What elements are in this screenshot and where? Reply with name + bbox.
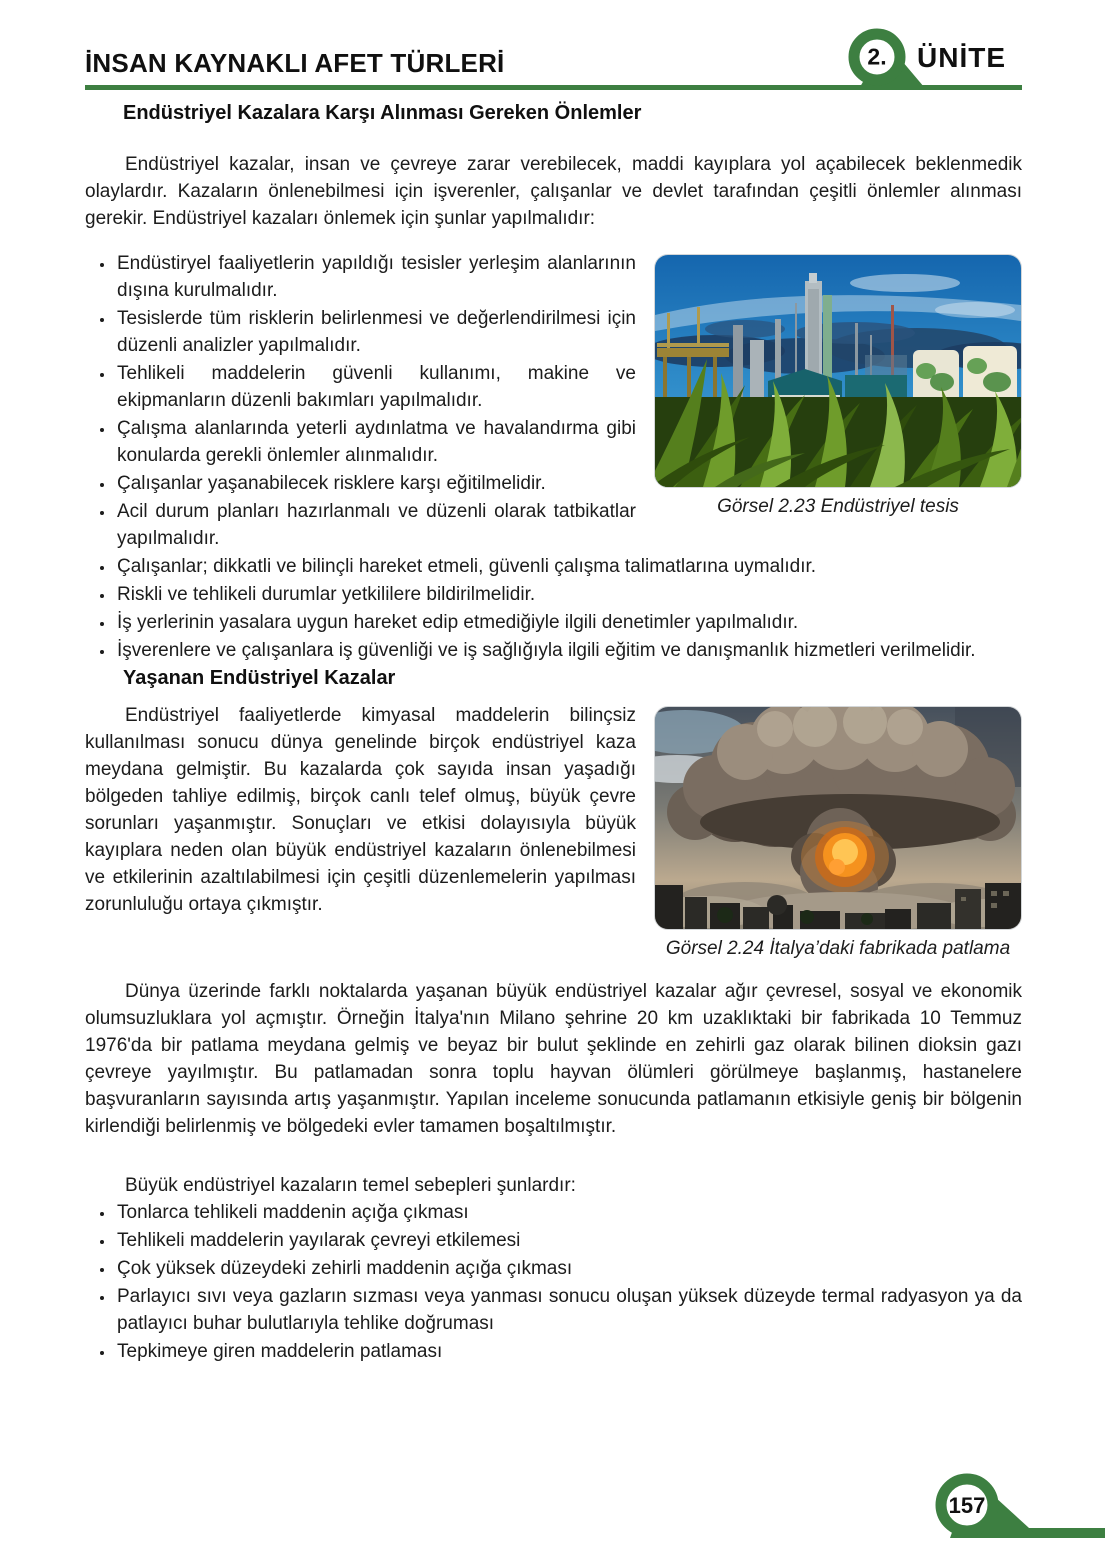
page-content [85,100,1022,1366]
list-item: • Çalışanlar; dikkatli ve bilinçli hareket etmeli, güvenli çalışma talimatlarına uymalıdır. [115,553,1022,580]
unit-number-badge: 2. [867,43,887,70]
list-item: • Çalışma alanlarında yeterli aydınlatma ve havalandırma gibi konularda gerekli önlemler alınmalıdır. [115,415,1022,469]
page-title: İNSAN KAYNAKLI AFET TÜRLERİ [85,48,505,78]
list-item: • Tepkimeye giren maddelerin patlaması [115,1338,1022,1365]
list-item: • Tehlikeli maddelerin yayılarak çevreyi etkilemesi [115,1227,1022,1254]
accidents-paragraph: Endüstriyel faaliyetlerde kimyasal maddelerin bilinçsiz kullanılması sonucu dünya genelinde birçok endüstriyel kaza meydana gelmiştir. Bu kazalarda çok sayıda insan yaşadığı bölgeden tahliye edilmiş, birçok canlı telef olmuş, büyük çevre sorunları yaşanmıştır. Sonuçları ve etkisi dolayısıyla büyük kayıplara neden olan büyük endüstriyel kazaların önlenebilmesi ve etkilerinin azaltılabilmesi için çeşitli düzenlemelerin yapılması zorunluluğu ortaya çıkmıştır. [85,705,636,915]
figure-industrial-plant [654,254,1022,520]
causes-intro: Büyük endüstriyel kazaların temel sebepleri şunlardır: [125,1175,576,1196]
list-item: • Riskli ve tehlikeli durumlar yetkililere bildirilmelidir. [115,581,1022,608]
unit-label: ÜNİTE [917,42,1006,73]
precautions-block [85,250,1022,664]
intro-paragraph: Endüstriyel kazalar, insan ve çevreye zarar verebilecek, maddi kayıplara yol açabilecek beklenmedik olaylardır. Kazaların önlenebilmesi için işverenler, çalışanlar ve devlet tarafından çeşitli önlemler alınması gerekir. Endüstriyel kazaları önlemek için şunlar yapılmalıdır: [85,154,1022,229]
list-item: • Çok yüksek düzeydeki zehirli maddenin açığa çıkması [115,1255,1022,1282]
seveso-example-paragraph: Dünya üzerinde farklı noktalarda yaşanan büyük endüstriyel kazalar ağır çevresel, sosyal ve ekonomik olumsuzluklara yol açmıştır. Örneğin İtalya'nın Milano şehrine 20 km uzaklıktaki bir fabrikada 10 Temmuz 1976'da bir patlama meydana gelmiş ve beyaz bir bulut şeklinde en zehirli gaz olarak bilinen dioksin gazı çevreye yayılmıştır. Bu patlamadan sonra toplu hayvan ölümleri görülmeye başlanmış, hastanelere başvuranların sayısında artış yaşanmıştır. Yapılan inceleme sonucunda patlamanın etkisiyle geniş bir bölgenin kirlendiği belirlenmiş ve bölgedeki evler tamamen boşaltılmıştır. [85,981,1022,1137]
list-item: • İş yerlerinin yasalara uygun hareket edip etmediğiyle ilgili denetimler yapılmalıdır. [115,609,1022,636]
list-item: • Tesislerde tüm risklerin belirlenmesi ve değerlendirilmesi için düzenli analizler yapılmalıdır. [115,305,1022,359]
section-heading-precautions: Endüstriyel Kazalara Karşı Alınması Gereken Önlemler [123,102,642,124]
fireball [801,821,889,893]
list-item: • Tonlarca tehlikeli maddenin açığa çıkması [115,1199,1022,1226]
list-item: • Tehlikeli maddelerin güvenli kullanımı, makine ve ekipmanların düzenli bakımları yapılmalıdır. [115,360,1022,414]
list-item: • İşverenlere ve çalışanlara iş güvenliği ve iş sağlığıyla ilgili eğitim ve danışmanlık hizmetleri verilmelidir. [115,637,1022,664]
accidents-block [85,702,1022,959]
list-item: • Parlayıcı sıvı veya gazların sızması veya yanması sonucu oluşan yüksek düzeyde termal radyasyon ya da patlayıcı buhar bulutlarıyla tehlike doğruması [115,1283,1022,1337]
factory-explosion-image [655,707,1021,929]
industrial-plant-image [655,255,1021,487]
causes-list [85,1199,1022,1365]
list-item: • Endüstiryel faaliyetlerin yapıldığı tesisler yerleşim alanlarının dışına kurulmalıdır. [115,250,1022,304]
figure-factory-explosion [654,706,1022,962]
page-number-ribbon-decoration [0,1458,1105,1559]
figure-caption: Görsel 2.24 İtalya’daki fabrikada patlama [665,938,1011,959]
list-item: • Çalışanlar yaşanabilecek risklere karşı eğitilmelidir. [115,470,1022,497]
section-heading-accidents: Yaşanan Endüstriyel Kazalar [123,667,396,689]
figure-caption: Görsel 2.23 Endüstriyel tesis [717,496,959,517]
page-number: 157 [948,1493,986,1518]
list-item: • Acil durum planları hazırlanmalı ve düzenli olarak tatbikatlar yapılmalıdır. [115,498,1022,552]
